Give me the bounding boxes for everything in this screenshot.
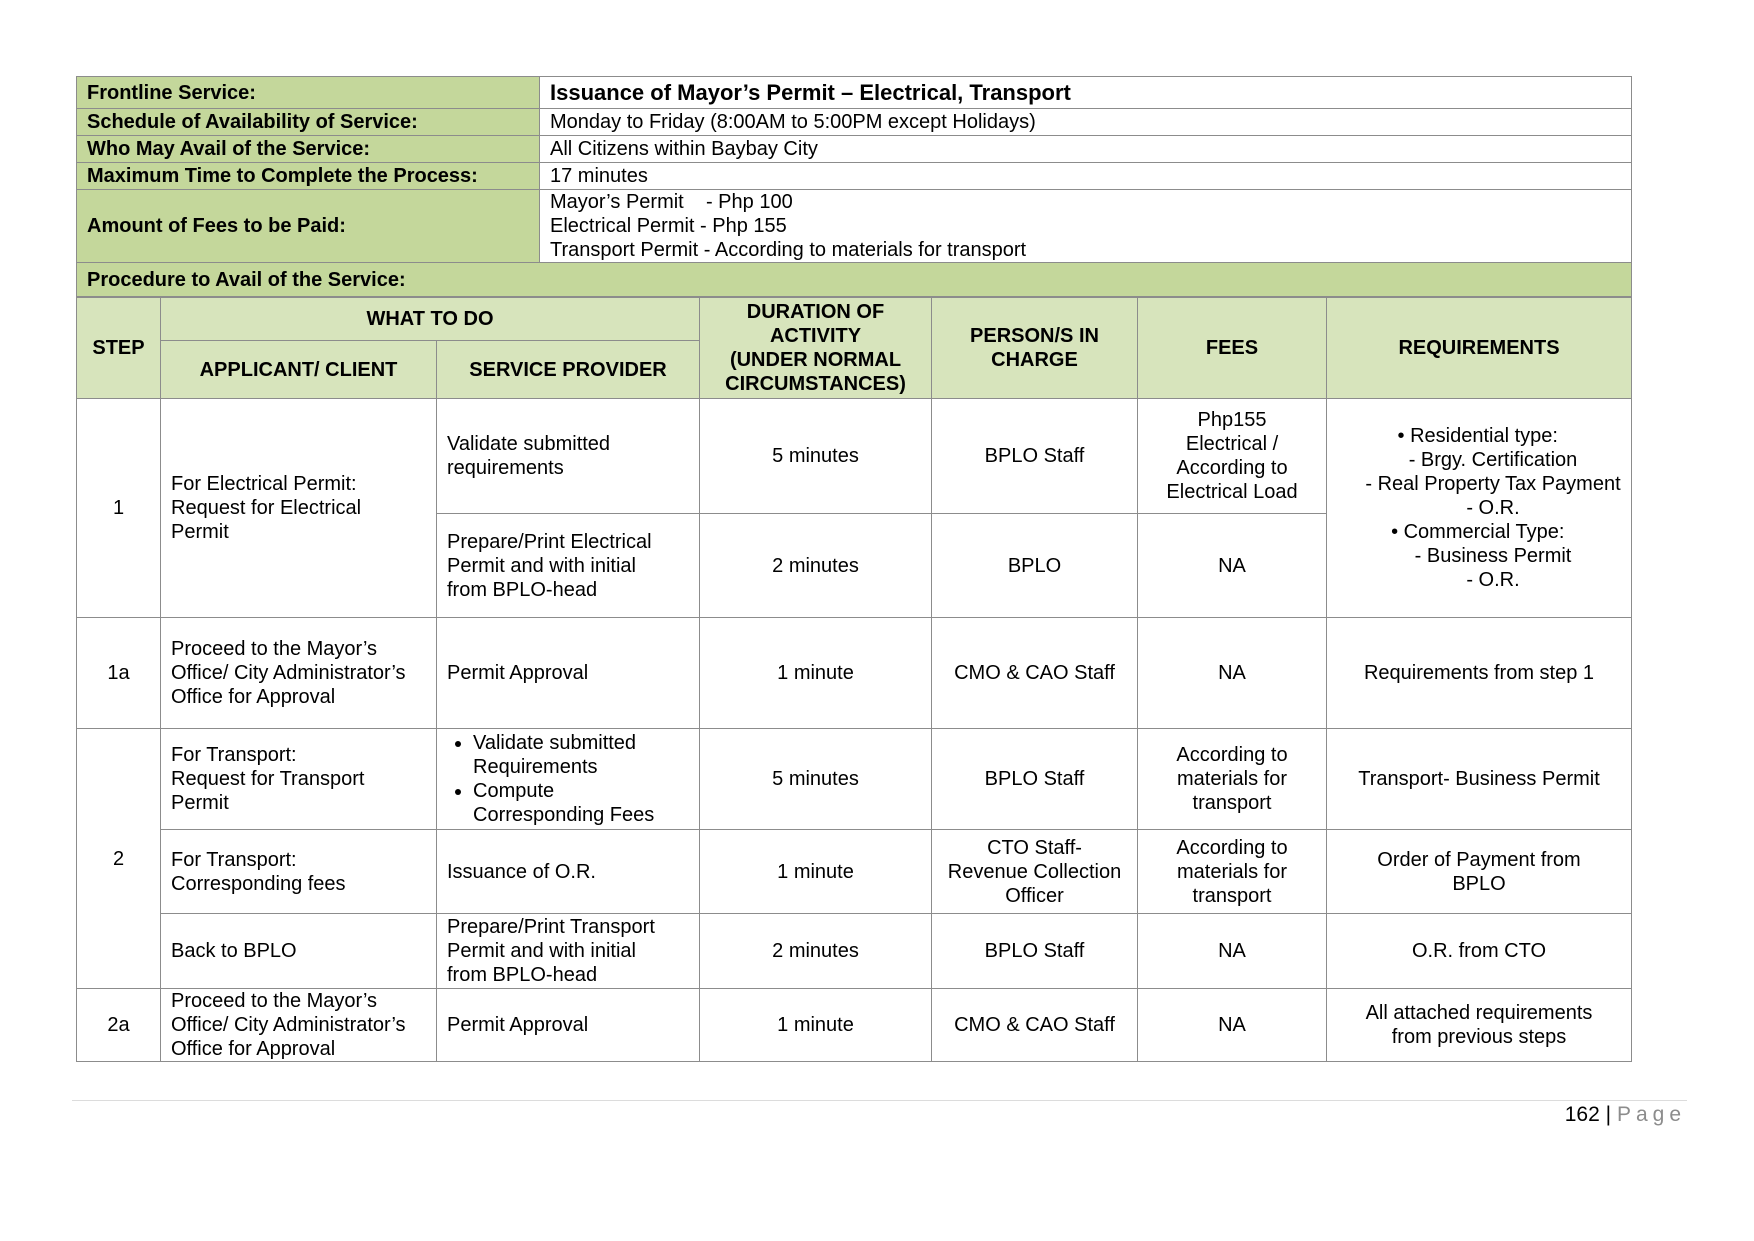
- provider-line: Permit and with initial: [447, 554, 636, 577]
- applicant-line: For Transport:: [171, 744, 297, 766]
- duration-cell: 1 minute: [700, 618, 932, 729]
- step-cell: 1a: [77, 618, 161, 729]
- person-cell: BPLO Staff: [932, 729, 1138, 830]
- applicant-line: Request for Electrical: [171, 497, 362, 519]
- page-separator: |: [1605, 1103, 1612, 1126]
- requirements-cell: [1327, 989, 1632, 1062]
- applicant-cell: [161, 830, 437, 914]
- fees-line: transport: [1192, 884, 1272, 907]
- provider-line: Validate submitted: [447, 433, 611, 455]
- applicant-line: Corresponding fees: [171, 872, 346, 895]
- fees-line: According to: [1176, 836, 1288, 859]
- fees-line: Transport Permit - According to materials for transport: [550, 239, 1027, 261]
- header-what-to-do: WHAT TO DO: [161, 298, 700, 341]
- duration-cell: 1 minute: [700, 989, 932, 1062]
- person-cell: [932, 830, 1138, 914]
- table-row: [77, 830, 1632, 914]
- applicant-line: Office for Approval: [171, 1038, 336, 1060]
- header-persons-line: PERSON/S IN: [970, 325, 1099, 347]
- fees-line: Mayor’s Permit - Php 100: [550, 191, 793, 213]
- person-line: Revenue Collection: [947, 860, 1122, 883]
- requirement-item: - O.R.: [1329, 496, 1621, 520]
- applicant-cell: [161, 399, 437, 618]
- who-label: Who May Avail of the Service:: [77, 136, 540, 163]
- fees-line: Electrical /: [1185, 433, 1279, 455]
- fees-line: According to: [1176, 744, 1288, 766]
- header-duration-line: CIRCUMSTANCES): [725, 373, 906, 395]
- fees-cell: NA: [1138, 914, 1327, 989]
- provider-cell: [437, 914, 700, 989]
- header-step: STEP: [77, 298, 161, 399]
- requirements-line: Order of Payment from: [1377, 848, 1581, 871]
- provider-line: from BPLO-head: [447, 578, 598, 601]
- header-duration-line: ACTIVITY: [769, 325, 862, 347]
- header-persons: [932, 298, 1138, 399]
- provider-cell: Permit Approval: [437, 989, 700, 1062]
- requirement-item: - Real Property Tax Payment: [1329, 472, 1621, 496]
- fees-line: materials for: [1176, 860, 1288, 883]
- requirements-cell: [1327, 830, 1632, 914]
- table-row: [77, 399, 1632, 514]
- duration-cell: 2 minutes: [700, 914, 932, 989]
- table-row: [77, 989, 1632, 1062]
- applicant-cell: [161, 729, 437, 830]
- person-cell: CMO & CAO Staff: [932, 989, 1138, 1062]
- provider-line: Prepare/Print Electrical: [447, 530, 652, 553]
- service-info-table: [76, 76, 1632, 297]
- provider-cell: [437, 399, 700, 514]
- procedure-table: [76, 297, 1632, 1062]
- applicant-cell: Back to BPLO: [161, 914, 437, 989]
- commercial-type-title: • Commercial Type:: [1329, 520, 1621, 544]
- header-applicant: APPLICANT/ CLIENT: [161, 341, 437, 399]
- page-word: Page: [1616, 1103, 1686, 1126]
- person-line: Officer: [1005, 884, 1064, 907]
- applicant-line: Request for Transport: [171, 768, 365, 790]
- applicant-line: For Electrical Permit:: [171, 473, 357, 495]
- frontline-value: Issuance of Mayor’s Permit – Electrical, Transport: [540, 77, 1632, 109]
- duration-cell: 1 minute: [700, 830, 932, 914]
- fees-cell: [1138, 399, 1327, 514]
- fees-line: Electrical Permit - Php 155: [550, 215, 787, 237]
- provider-line: from BPLO-head: [447, 964, 598, 986]
- provider-line: requirements: [447, 457, 564, 479]
- provider-cell: Permit Approval: [437, 618, 700, 729]
- provider-cell: Issuance of O.R.: [437, 830, 700, 914]
- applicant-line: Office/ City Administrator’s: [171, 662, 406, 684]
- schedule-value: Monday to Friday (8:00AM to 5:00PM except Holidays): [540, 109, 1632, 136]
- table-row: [77, 618, 1632, 729]
- provider-cell: [437, 729, 700, 830]
- schedule-label: Schedule of Availability of Service:: [77, 109, 540, 136]
- applicant-line: Proceed to the Mayor’s: [171, 990, 378, 1012]
- requirements-line: All attached requirements: [1365, 1002, 1593, 1024]
- fees-line: According to: [1176, 457, 1288, 479]
- requirements-cell: O.R. from CTO: [1327, 914, 1632, 989]
- applicant-cell: [161, 989, 437, 1062]
- requirements-line: from previous steps: [1391, 1026, 1567, 1048]
- applicant-line: Office/ City Administrator’s: [171, 1014, 406, 1036]
- person-cell: CMO & CAO Staff: [932, 618, 1138, 729]
- header-persons-line: CHARGE: [991, 349, 1078, 371]
- fees-line: transport: [1192, 792, 1272, 814]
- fees-cell: NA: [1138, 514, 1327, 618]
- step-cell: 2a: [77, 989, 161, 1062]
- requirement-item: - Business Permit: [1329, 544, 1621, 568]
- header-duration: [700, 298, 932, 399]
- footer-divider: [72, 1100, 1687, 1101]
- fees-line: materials for: [1176, 768, 1288, 790]
- applicant-line: Permit: [171, 521, 229, 543]
- applicant-line: For Transport:: [171, 848, 297, 871]
- header-duration-line: DURATION OF: [746, 301, 885, 323]
- fees-label: Amount of Fees to be Paid:: [77, 190, 540, 263]
- requirements-cell: Requirements from step 1: [1327, 618, 1632, 729]
- requirements-cell: [1327, 399, 1632, 618]
- person-cell: BPLO Staff: [932, 399, 1138, 514]
- step-cell: 1: [77, 399, 161, 618]
- applicant-line: Permit: [171, 792, 229, 814]
- provider-line: Prepare/Print Transport: [447, 916, 655, 938]
- residential-type-title: • Residential type:: [1329, 424, 1621, 448]
- requirement-item: - Brgy. Certification: [1329, 448, 1621, 472]
- applicant-line: Proceed to the Mayor’s: [171, 638, 378, 660]
- table-row: [77, 914, 1632, 989]
- provider-line: Permit and with initial: [447, 940, 636, 962]
- header-requirements: REQUIREMENTS: [1327, 298, 1632, 399]
- page-footer: [1565, 1103, 1686, 1127]
- duration-cell: 2 minutes: [700, 514, 932, 618]
- table-row: [77, 729, 1632, 830]
- max-time-value: 17 minutes: [540, 163, 1632, 190]
- who-value: All Citizens within Baybay City: [540, 136, 1632, 163]
- header-provider: SERVICE PROVIDER: [437, 341, 700, 399]
- requirements-line: BPLO: [1452, 872, 1506, 895]
- fees-cell: [1138, 830, 1327, 914]
- frontline-label: Frontline Service:: [77, 77, 540, 109]
- page-number: 162: [1564, 1103, 1600, 1126]
- procedure-label: Procedure to Avail of the Service:: [77, 263, 1632, 297]
- person-line: CTO Staff-: [987, 836, 1082, 859]
- requirements-cell: Transport- Business Permit: [1327, 729, 1632, 830]
- duration-cell: 5 minutes: [700, 399, 932, 514]
- fees-value: [540, 190, 1632, 263]
- person-cell: BPLO Staff: [932, 914, 1138, 989]
- provider-bullet-item: • Validate submitted Requirements: [473, 731, 689, 779]
- provider-cell: [437, 514, 700, 618]
- applicant-cell: [161, 618, 437, 729]
- fees-cell: NA: [1138, 989, 1327, 1062]
- step-cell: 2: [77, 729, 161, 989]
- fees-cell: [1138, 729, 1327, 830]
- provider-bullet-item: • Compute Corresponding Fees: [473, 779, 689, 827]
- header-fees: FEES: [1138, 298, 1327, 399]
- person-cell: BPLO: [932, 514, 1138, 618]
- requirement-item: - O.R.: [1329, 568, 1621, 592]
- fees-line: Electrical Load: [1166, 481, 1298, 503]
- header-duration-line: (UNDER NORMAL: [729, 349, 902, 371]
- max-time-label: Maximum Time to Complete the Process:: [77, 163, 540, 190]
- applicant-line: Office for Approval: [171, 686, 336, 708]
- fees-cell: NA: [1138, 618, 1327, 729]
- duration-cell: 5 minutes: [700, 729, 932, 830]
- fees-line: Php155: [1197, 409, 1267, 431]
